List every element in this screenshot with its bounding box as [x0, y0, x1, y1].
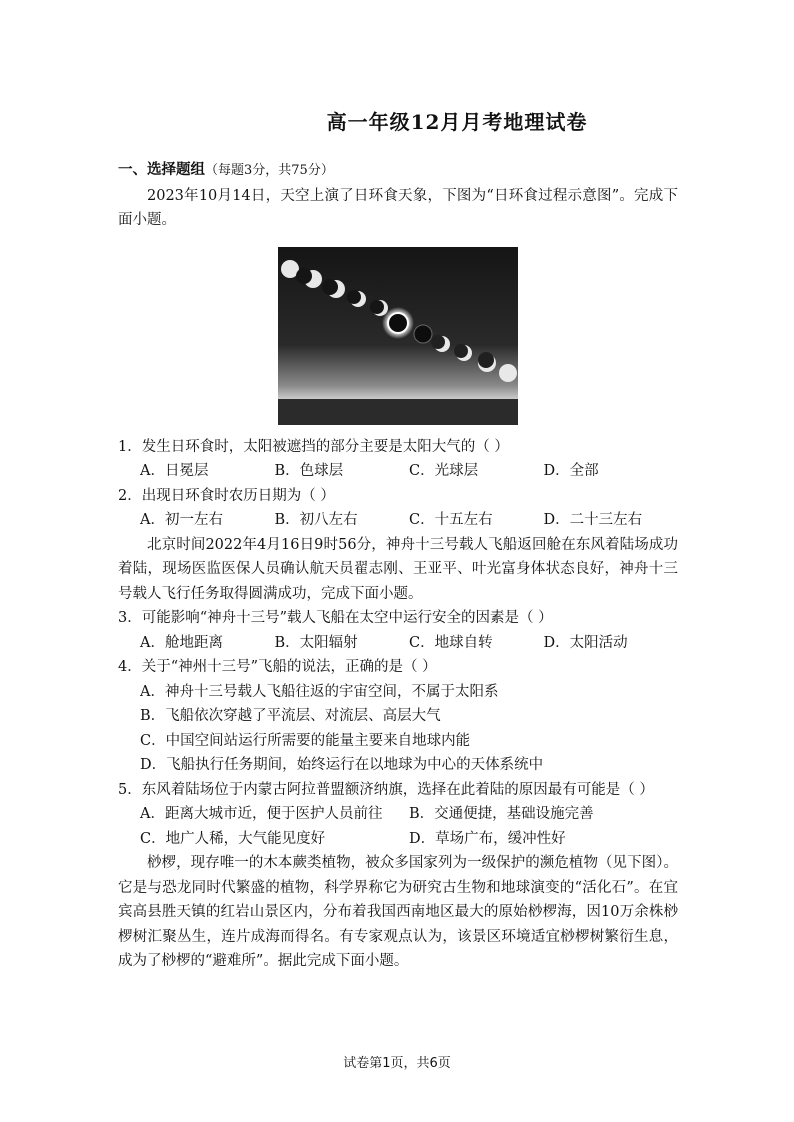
page-footer: 试卷第1页，共6页: [343, 1056, 451, 1071]
q5-option-c: C．地广人稀，大气能见度好: [140, 830, 326, 847]
q4-option-c: C．中国空间站运行所需要的能量主要来自地球内能: [140, 732, 471, 749]
q5-option-a: A．距离大城市近，便于医护人员前往: [140, 806, 383, 822]
q4-option-d: D．飞船执行任务期间，始终运行在以地球为中心的天体系统中: [140, 757, 544, 773]
q3-option-d: D．太阳活动: [543, 634, 628, 651]
q4-option-b: B．飞船依次穿越了平流层、对流层、高层大气: [140, 708, 441, 724]
intro-eclipse: 2023年10月14日，天空上演了日环食天象，下图为“日环食过程示意图”。完成下面小题。: [118, 187, 678, 228]
question-2: 2．出现日环食时农历日期为（ ）: [118, 487, 335, 504]
question-5-options-row2: [118, 827, 678, 852]
q5-option-d: D．草场广布，缓冲性好: [409, 830, 566, 847]
q3-option-a: A．舱地距离: [140, 634, 223, 651]
q2-option-a: A．初一左右: [140, 512, 223, 528]
intro-shenzhou: 北京时间2022年4月16日9时56分，神舟十三号载人飞船返回舱在东风着陆场成功着陆，现场医监医保人员确认航天员翟志刚、王亚平、叶光富身体状态良好，神舟十三号载人飞行任务取得圆满成功，完成下面小题。: [118, 536, 678, 602]
question-3-options: [118, 631, 678, 656]
question-1: 1．发生日环食时，太阳被遮挡的部分主要是太阳大气的（ ）: [118, 438, 509, 455]
section-heading: [118, 158, 678, 184]
question-3: 3．可能影响“神舟十三号”载人飞船在太空中运行安全的因素是（ ）: [118, 610, 553, 626]
q1-option-c: C．光球层: [409, 463, 479, 479]
question-2-options: [118, 508, 678, 533]
question-5-options-row1: [118, 802, 678, 827]
q1-option-a: A．日冕层: [140, 463, 209, 479]
q3-option-c: C．地球自转: [409, 634, 493, 651]
q2-option-b: B．初八左右: [274, 512, 358, 528]
intro-suoluo: 桫椤，现存唯一的木本蕨类植物，被众多国家列为一级保护的濒危植物（见下图）。它是与恐龙同时代繁盛的植物，科学界称它为研究古生物和地球演变的“活化石”。在宜宾高县胜天镇的红岩山景区内，分布着我国西南地区最大的原始桫椤海，因10万余株桫椤树汇聚丛生，连片成海而得名。有专家观点认为，该景区环境适宜桫椤树繁衍生息，成为了桫椤的“避难所”。据此完成下面小题。: [118, 855, 678, 969]
section-title: 一、选择题组: [118, 161, 205, 178]
q2-option-d: D．二十三左右: [543, 512, 643, 528]
exam-content: [118, 158, 678, 974]
q4-option-a: A．神舟十三号载人飞船往返的宇宙空间，不属于太阳系: [140, 683, 499, 700]
q1-option-b: B．色球层: [274, 463, 344, 479]
question-1-options: [118, 459, 678, 484]
section-note: （每题3分，共75分）: [205, 163, 334, 178]
eclipse-illustration: [278, 247, 518, 425]
question-5: 5．东风着陆场位于内蒙古阿拉普盟额济纳旗，选择在此着陆的原因最有可能是（ ）: [118, 781, 654, 798]
question-4: 4．关于“神州十三号”飞船的说法，正确的是（ ）: [118, 659, 437, 675]
q2-option-c: C．十五左右: [409, 512, 493, 528]
q5-option-b: B．交通便捷，基础设施完善: [409, 806, 594, 822]
eclipse-image: [278, 247, 518, 425]
q3-option-b: B．太阳辐射: [274, 634, 358, 651]
q1-option-d: D．全部: [543, 463, 599, 479]
page-title: 高一年级12月月考地理试卷: [326, 110, 588, 134]
